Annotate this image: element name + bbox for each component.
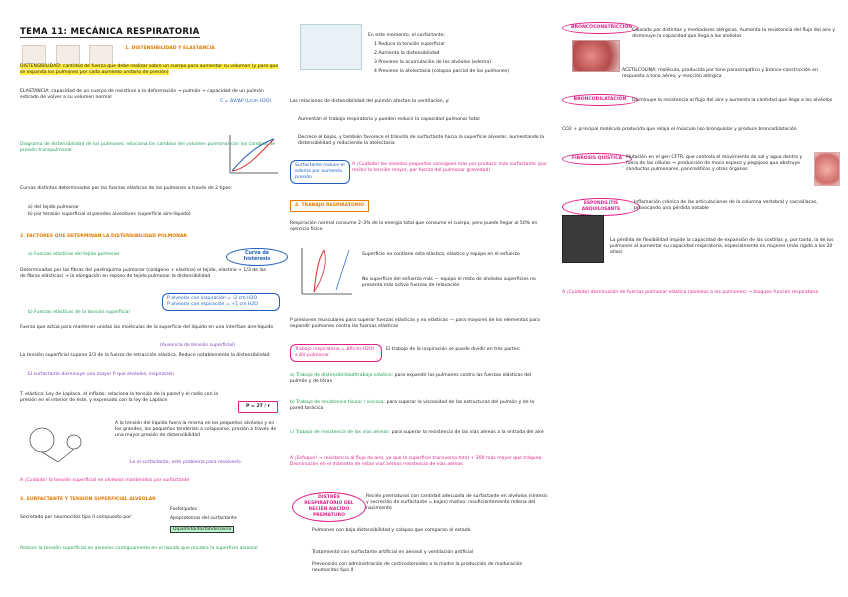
paragraph-baja-distensibilidad: Pulmones con baja distensibilidad y colapso que comparan al estado — [312, 528, 471, 533]
oval-broncoconstriccion: BRONCOCONSTRICCIÓN — [562, 22, 638, 34]
work-graph — [294, 244, 354, 300]
alert-fuerzas-pulmonares: A ¡Cuidado! disminución de fuerzas pulmonar elástica (alvéolos a los pulmones) → bloqueo función respiratoria — [562, 290, 819, 295]
paragraph-co2: CO2 + principal molécula producida que relaja el músculo liso bronquiolar y produce broncodilatación — [562, 127, 797, 132]
alveoli-image — [814, 152, 840, 186]
paragraph-espondilitis: Inflamación crónica de las articulaciones de la columna vertebral y sacroilíacas, provocando una pérdida notable — [634, 200, 818, 212]
paragraph-tratamiento: Tratamiento con surfactante artificial en aerosol y ventilación artificial — [312, 550, 474, 555]
paragraph-curvas: Curvas distintas determinadas por las fuerzas elásticas de los pulmones a través de 2 tipos: — [20, 186, 233, 191]
note-edema: Surfactante reduce el edema por aumento presión — [290, 160, 350, 184]
paragraph-acetilcolina: ACETILCOLINA: molécula, producida por tono parasimpático y bronco-constricción en respuesta a tono aéreo, y reacción alérgica — [622, 68, 818, 80]
list-item-3: 3 Previene la acumulación de los alvéolos (edema) — [374, 60, 491, 65]
paragraph-superficie-esfuerzo: No superficie del esfuerzo más — equipo el resto de alvéolos superficies no presenta más active fuerzas de relaxación — [362, 277, 536, 289]
paragraph-tres-partes: El trabajo de la inspiración se puede dividir en tres partes: — [386, 347, 521, 352]
list-item-tension: b) por tensión superficial al paredes alveolares (superficie aire-líquido) — [28, 212, 191, 217]
paragraph-reduce-tension: Reduce la tensión superficial en alveolos contiguamente en el líquido que recubre la superficie alveolar — [20, 546, 259, 551]
paragraph-fibrosis: Mutación en el gen CFTR, que controla el movimiento de sal y agua dentro y fuera de las células → producción de moco espeso y pegajoso que obstruye conductos pulmonares, pancreáticos y otros órganos — [626, 155, 803, 173]
hysteresis-label: Curva de histéresis — [226, 248, 288, 266]
paragraph-superficie-elastica: Superficie no contiene esta elástica, elástico y equipo en el esfuerzo — [362, 252, 520, 257]
laplace-formula: P = 2T / r — [238, 401, 278, 413]
oval-espondilitis: ESPONDILITIS ANQUILOSANTE — [562, 198, 640, 216]
note-solucion: Lo el surfactante, este problema para resolverlo — [130, 460, 241, 465]
work-formula-box: Trabajo respiratorio = ΔP(cm H2O) x ΔV pulmonar — [290, 344, 382, 362]
oval-fibrosis: FIBROSIS QUÍSTICA — [562, 153, 632, 165]
paragraph-relaciones: Las relaciones de distensibilidad del pulmón afectan la ventilación, y: — [290, 99, 450, 104]
paragraph-decrece: Decrece el bajos, y también favorece el tránsito de surfactante hacia la superficie alveolar, aumentando la distensibilidad y reduciendo la atelectasia — [298, 135, 545, 147]
paragraph-trabajo-vias: c) Trabajo de resistencia de las vías aéreas: para superar la resistencia de las vías aéreas a la entrada del aire — [290, 430, 544, 435]
alveolus-illustration — [300, 24, 362, 70]
list-item-4: 4 Previene la atelectasia (colapso parcial de los pulmones) — [374, 69, 510, 74]
section-heading-1: 1. DISTENSIBILIDAD Y ELASTANCIA — [125, 46, 215, 51]
oval-distres: DISTRÉS RESPIRATORIO DEL RECIÉN NACIDO PREMATURO — [292, 492, 366, 522]
xray-image — [562, 215, 604, 263]
compliance-graph — [222, 131, 280, 179]
paragraph-trabajo-elastico: a) Trabajo de distensibilidad/trabajo elástico: para expandir los pulmones contra las fuerzas elásticas del pulmón y de tórax — [290, 373, 532, 385]
alert-alveolos-pequenos: A ¡Cuidado! los alveolos pequeños consiguen más por producir más surfactante (por recibir la tensión mayor, por fuerza del pulmonar gravedad) — [352, 162, 547, 174]
list-item-2: 2 Aumenta la distensibilidad — [374, 51, 440, 56]
paragraph-trabajo-viscoso: b) Trabajo de resistencia tisular / viscosa: para superar la viscosidad de las estructuras del pulmón y de la pared torácica — [290, 400, 535, 412]
note-surfactante: El surfactante disminuye una mayor P que alvéolos, inspiración — [28, 372, 175, 377]
paragraph-broncoconstriccion: Causada por distintas y mediadores alérgicos. Aumenta la resistencia del flujo del aire y disminuye la capacidad que llega a los alvéolos — [632, 28, 836, 40]
list-title: En este momento, el surfactante: — [368, 33, 446, 38]
paragraph-prevencion: Prevención con administración de corticosteroides a la madre la producción de maduración neumocitos tipo II — [312, 562, 523, 574]
paragraph-trabajo-respiratorio-aumenta: Aumentan el trabajo respiratorio y pueden reducir la capacidad pulmonar total — [298, 117, 480, 122]
section-heading-4: 4. TRABAJO RESPIRATORIO — [290, 200, 369, 212]
paragraph-fuerza-moleculas: Fuerza que actúa para mantener unidas las moléculas de la superficie del líquido en una interfase aire-líquido — [20, 325, 274, 330]
list-item-1: 1 Reduce la tensión superficial — [374, 42, 445, 47]
paragraph-energia: Respiración normal consume 2–3% de la energía total que consume el cuerpo, pero puede llegar al 50% en ejercicio físico — [290, 221, 538, 233]
paragraph-flexibilidad: La pérdida de flexibilidad impide la capacidad de expansión de las costillas y, por tanto, la de los pulmones al aumentar su capacidad respiratoria, especialmente en mujeres (más rígido a los 20 años) — [610, 238, 834, 256]
alert-tension-superficial: A ¡Cuidado! la tensión superficial en alvéolos mantenidos por surfactante — [20, 478, 190, 483]
column-right — [562, 0, 837, 597]
note-ausencia: (Ausencia de tensión superficial) — [160, 343, 236, 348]
lung-tissue-image — [572, 40, 620, 72]
formula-compliance: C = ΔV/ΔP (L/cm H2O) — [220, 99, 272, 104]
column-left — [20, 0, 282, 597]
section-heading-3: 3. SURFACTANTE Y TENSIÓN SUPERFICIAL ALVEOLAR — [20, 497, 156, 502]
alveoli-diagram — [22, 420, 102, 464]
paragraph-prematuros: Recién prematuros con cantidad adecuada de surfactante en alvéolos (síntesis y secreción de surfactante = bajos) motivo: insuficientemente rellena del nacimiento — [366, 494, 548, 512]
paragraph-distensibilidad: DISTENSIBILIDAD: cantidad de fuerza que debe realizar sobre un cuerpo para aumentar su volumen (y para que se expanda los pulmones por cada aumento unitario de presión) — [20, 64, 279, 76]
paragraph-parenquima: Determinadas por las fibras del parénquima pulmonar (colágeno + elastina) el tejido, elastina + 1/3 de las de fibras elásticas) → la elongación en reposo de tejido pulmonar la distensibilidad — [20, 268, 266, 280]
component-fosfolipidos: Fosfolípidos — [170, 507, 197, 512]
subheading-fuerzas-elasticas: a) Fuerzas elásticas del tejido pulmonar — [28, 252, 120, 257]
oval-broncodilatacion: BRONCODILATACIÓN — [562, 94, 638, 106]
paragraph-laplace: T. elástica: Ley de Laplace, el inflado: relaciona la tensión de la pared y el radio con la presión en el interior de éste, y expresado con la ley de Laplace — [20, 392, 219, 404]
page-title: TEMA 11: MECÁNICA RESPIRATORIA — [20, 27, 200, 37]
subheading-tension-superficial: b) Fuerzas elásticas de la tensión superficial — [28, 310, 130, 315]
alert-resistencia: A ¡Enfoque! → resistencia al flujo de aire, ya que la superficie transversa total + 200 más mayor que tráquea. Disminución en el diámetro de estas vías aéreas resistencia de vías aéreas — [290, 456, 543, 468]
paragraph-diagrama: Diagrama de distensibilidad de los pulmones: relaciona los cambios del volumen pulmonar con los cambios de presión transpulmonar — [20, 142, 276, 154]
paragraph-broncodilatacion: Disminuye la resistencia al flujo del aire y aumenta la cantidad que llega a los alvéolos — [632, 98, 833, 103]
paragraph-elastancia: ELASTANCIA: capacidad de un cuerpo de resistirse a la deformación → pulmón → capacidad de un pulmón estirado de volver a su volumen normal — [20, 89, 264, 101]
paragraph-presiones: P presiones musculares para superar fuerzas elásticas y no elásticas — para mayores de los elementos para expandir pulmones contra las fuerzas elásticas — [290, 318, 540, 330]
paragraph-retraccion: La tensión superficial supone 2/3 de la fuerza de retracción elástica. Reduce notablemente la distensibilidad — [20, 353, 270, 358]
list-item-tejido: a) del tejido pulmonar — [28, 205, 79, 210]
paragraph-neumocitos: Secretado por neumocitos tipo II compuesto por: — [20, 515, 133, 520]
pressure-values-box: P alveolar con inspiración = -2 cm H2O P alveolar con espiración = +1 cm H2O — [162, 293, 280, 311]
component-apoproteinas: Apoproteínas del surfactante — [170, 516, 237, 521]
paragraph-tension-alveolos: A la tensión del líquido fuera la misma en los pequeños alvéolos y en los grandes, los pequeños tenderían a colapsarse, presión a través de una mayor presión de distensibilidad — [115, 421, 277, 439]
section-heading-2: 2. FACTORES QUE DETERMINAN LA DISTENSIBILIDAD PULMONAR — [20, 234, 188, 239]
component-dppc: Dipalmitoilfosfatidilcolina — [170, 527, 282, 533]
column-middle — [290, 0, 552, 597]
